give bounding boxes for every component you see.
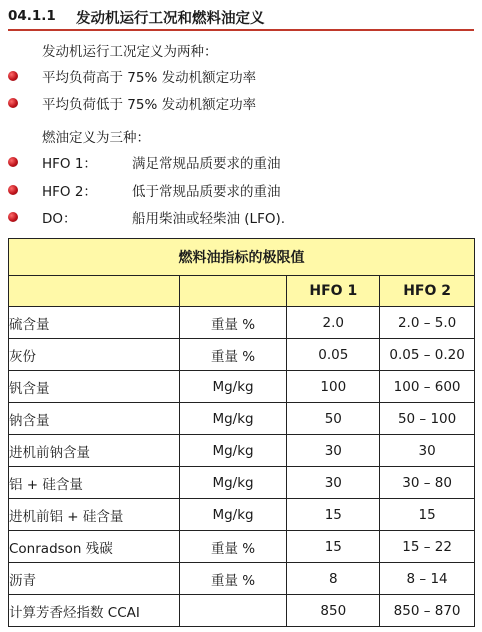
column-header xyxy=(9,276,180,307)
section-heading xyxy=(8,4,474,30)
fuel-type-code: DO： xyxy=(42,211,77,227)
property-name: 钠含量 xyxy=(9,403,180,435)
hfo1-value: 100 xyxy=(287,371,380,403)
engine-mode-item xyxy=(8,93,474,115)
hfo1-value: 0.05 xyxy=(287,339,380,371)
table-row xyxy=(9,339,475,371)
red-bullet-icon xyxy=(8,212,18,222)
engine-intro: 发动机运行工况定义为两种： xyxy=(42,44,218,60)
fuel-type-desc: 船用柴油或轻柴油 (LFO). xyxy=(132,211,286,227)
property-name: 计算芳香烃指数 CCAI xyxy=(9,595,180,627)
fuel-intro: 燃油定义为三种： xyxy=(42,130,150,146)
column-header-hfo2: HFO 2 xyxy=(380,276,475,307)
hfo1-value: 30 xyxy=(287,467,380,499)
property-name: Conradson 残碳 xyxy=(9,531,180,563)
property-unit: 重量 % xyxy=(179,563,287,595)
hfo2-value: 2.0 – 5.0 xyxy=(380,307,475,339)
hfo1-value: 15 xyxy=(287,499,380,531)
property-name: 铝 + 硅含量 xyxy=(9,467,180,499)
table-row xyxy=(9,307,475,339)
fuel-type-item xyxy=(8,152,474,174)
hfo2-value: 15 – 22 xyxy=(380,531,475,563)
hfo1-value: 8 xyxy=(287,563,380,595)
table-row xyxy=(9,467,475,499)
section-number: 04.1.1 xyxy=(8,8,56,24)
table-row xyxy=(9,563,475,595)
fuel-type-desc: 满足常规品质要求的重油 xyxy=(132,156,281,172)
hfo1-value: 30 xyxy=(287,435,380,467)
hfo1-value: 850 xyxy=(287,595,380,627)
fuel-type-desc: 低于常规品质要求的重油 xyxy=(132,184,281,200)
hfo2-value: 8 – 14 xyxy=(380,563,475,595)
table-row xyxy=(9,531,475,563)
engine-mode-item xyxy=(8,66,474,88)
property-unit: Mg/kg xyxy=(179,467,287,499)
hfo1-value: 2.0 xyxy=(287,307,380,339)
engine-mode-text: 平均负荷高于 75% 发动机额定功率 xyxy=(42,70,257,86)
property-unit xyxy=(179,595,287,627)
property-name: 沥青 xyxy=(9,563,180,595)
fuel-type-code: HFO 1： xyxy=(42,156,97,172)
table-row xyxy=(9,371,475,403)
hfo1-value: 15 xyxy=(287,531,380,563)
table-row xyxy=(9,435,475,467)
table-header-row xyxy=(9,276,475,307)
property-unit: 重量 % xyxy=(179,531,287,563)
property-name: 灰份 xyxy=(9,339,180,371)
fuel-type-code: HFO 2： xyxy=(42,184,97,200)
fuel-type-item xyxy=(8,180,474,202)
property-name: 进机前铝 + 硅含量 xyxy=(9,499,180,531)
section-title: 发动机运行工况和燃料油定义 xyxy=(76,11,265,27)
property-unit: Mg/kg xyxy=(179,435,287,467)
red-bullet-icon xyxy=(8,98,18,108)
red-bullet-icon xyxy=(8,71,18,81)
property-name: 钒含量 xyxy=(9,371,180,403)
property-unit: Mg/kg xyxy=(179,499,287,531)
engine-mode-text: 平均负荷低于 75% 发动机额定功率 xyxy=(42,97,257,113)
fuel-limits-table xyxy=(8,238,475,627)
property-name: 硫含量 xyxy=(9,307,180,339)
property-unit: Mg/kg xyxy=(179,371,287,403)
hfo2-value: 50 – 100 xyxy=(380,403,475,435)
table-row xyxy=(9,595,475,627)
property-unit: Mg/kg xyxy=(179,403,287,435)
table-title: 燃料油指标的极限值 xyxy=(9,239,475,276)
property-unit: 重量 % xyxy=(179,339,287,371)
hfo2-value: 30 – 80 xyxy=(380,467,475,499)
property-unit: 重量 % xyxy=(179,307,287,339)
hfo2-value: 15 xyxy=(380,499,475,531)
table-row xyxy=(9,499,475,531)
red-bullet-icon xyxy=(8,157,18,167)
column-header xyxy=(179,276,287,307)
fuel-type-item xyxy=(8,207,474,229)
red-bullet-icon xyxy=(8,185,18,195)
property-name: 进机前钠含量 xyxy=(9,435,180,467)
table-row xyxy=(9,403,475,435)
heading-underline xyxy=(8,29,474,31)
hfo2-value: 100 – 600 xyxy=(380,371,475,403)
hfo2-value: 850 – 870 xyxy=(380,595,475,627)
column-header-hfo1: HFO 1 xyxy=(287,276,380,307)
hfo2-value: 0.05 – 0.20 xyxy=(380,339,475,371)
hfo1-value: 50 xyxy=(287,403,380,435)
hfo2-value: 30 xyxy=(380,435,475,467)
